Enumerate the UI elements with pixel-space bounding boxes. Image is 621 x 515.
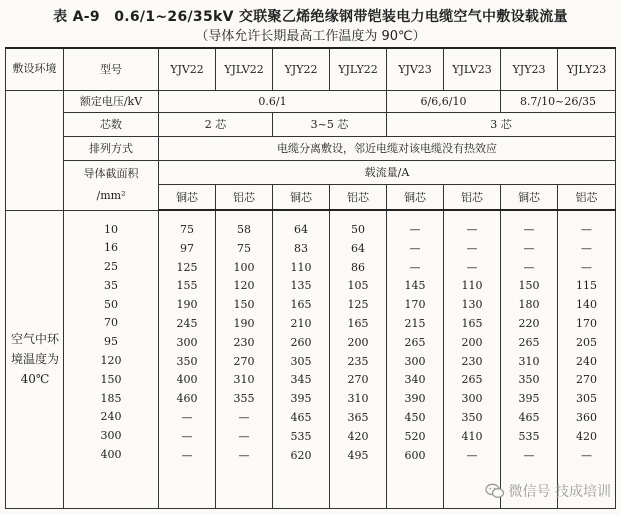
ampacity-value: 420	[347, 429, 369, 443]
material-cell: 铜芯	[387, 184, 444, 210]
ampacity-value: —	[581, 260, 592, 274]
voltage-cell: 6/6,6/10	[387, 90, 501, 112]
ampacity-value: 155	[176, 279, 198, 293]
ampacity-value: —	[523, 223, 535, 236]
ampacity-value: 75	[237, 241, 251, 255]
ampacity-value: 64	[351, 241, 365, 255]
ampacity-value: 350	[461, 410, 483, 424]
ampacity-value: 310	[347, 392, 369, 406]
empty-header-cell	[6, 90, 64, 210]
cores-cell: 3~5 芯	[273, 112, 387, 136]
model-cell: YJLY23	[558, 48, 616, 90]
ampacity-value: 265	[404, 335, 426, 349]
ampacity-value: 50	[351, 223, 365, 236]
ampacity-value: —	[523, 260, 535, 274]
ampacity-value: 145	[404, 279, 426, 293]
ampacity-value: —	[523, 448, 535, 462]
env-label-text: 空气中环境温度为 40℃	[10, 332, 59, 387]
ampacity-value: 270	[576, 373, 597, 387]
material-cell: 铝芯	[330, 184, 387, 210]
ampacity-value: 86	[351, 260, 365, 274]
ampacity-value: 125	[176, 260, 198, 274]
material-cell: 铜芯	[273, 184, 330, 210]
ampacity-value: 200	[347, 335, 369, 349]
ampacity-value: 410	[461, 429, 483, 443]
ampacity-value: 165	[461, 316, 483, 330]
ampacity-value: 150	[518, 279, 540, 293]
ampacity-value: 400	[176, 373, 198, 387]
ampacity-value: 58	[237, 223, 251, 236]
ampacity-value: 265	[518, 335, 540, 349]
data-column	[558, 210, 616, 509]
ampacity-value: 420	[576, 429, 597, 443]
ampacity-value: —	[409, 241, 421, 255]
ampacity-value: 64	[294, 223, 308, 236]
ampacity-value: —	[238, 429, 250, 443]
material-cell: 铝芯	[444, 184, 501, 210]
ampacity-value: 100	[233, 260, 255, 274]
ampacity-value: 465	[290, 410, 312, 424]
ampacity-value: 535	[518, 429, 540, 443]
ampacity-value: 390	[404, 392, 426, 406]
section-column	[64, 210, 159, 509]
ampacity-value: —	[238, 410, 250, 424]
ampacity-value: 305	[290, 354, 312, 368]
ampacity-value: —	[581, 223, 592, 236]
model-header: 型号	[64, 48, 159, 90]
arrangement-label: 排列方式	[64, 136, 159, 160]
ampacity-value: 300	[404, 354, 426, 368]
ampacity-value: 450	[404, 410, 426, 424]
cores-cell: 2 芯	[159, 112, 273, 136]
ampacity-value: 97	[180, 241, 194, 255]
ampacity-value: —	[181, 429, 193, 443]
ampacity-value: 260	[290, 335, 312, 349]
arrangement-cell: 电缆分离敷设，邻近电缆对该电缆没有热效应	[159, 136, 616, 160]
voltage-cell: 8.7/10~26/35	[501, 90, 616, 112]
section-value: 35	[104, 278, 118, 292]
ampacity-value: 300	[461, 392, 483, 406]
section-value: 300	[100, 429, 122, 443]
ampacity-value: 365	[347, 410, 369, 424]
ampacity-value: —	[466, 260, 478, 274]
section-value: 95	[104, 335, 118, 349]
ampacity-value: 495	[347, 448, 369, 462]
model-cell: YJLV23	[444, 48, 501, 90]
env-label	[6, 210, 64, 509]
material-cell: 铜芯	[501, 184, 558, 210]
ampacity-value: 245	[176, 316, 198, 330]
ampacity-value: 110	[290, 260, 312, 274]
ampacity-value: 270	[233, 354, 255, 368]
section-value: 120	[100, 354, 122, 368]
ampacity-value: 240	[576, 354, 597, 368]
section-value: 16	[104, 241, 118, 255]
cores-label: 芯数	[64, 112, 159, 136]
model-cell: YJLY22	[330, 48, 387, 90]
ampacity-value: —	[181, 448, 193, 462]
model-cell: YJV23	[387, 48, 444, 90]
ampacity-value: —	[409, 260, 421, 274]
ampacity-value: 355	[233, 392, 255, 406]
ampacity-value: —	[466, 241, 478, 255]
ampacity-value: 340	[404, 373, 426, 387]
ampacity-value: 220	[518, 316, 540, 330]
section-header	[64, 160, 159, 210]
ampacity-value: 215	[404, 316, 426, 330]
ampacity-value: 305	[576, 392, 597, 406]
ampacity-label: 载流量/A	[159, 160, 616, 184]
ampacity-value: 395	[290, 392, 312, 406]
section-value: 185	[100, 391, 122, 405]
data-column	[387, 210, 444, 509]
ampacity-value: 350	[176, 354, 198, 368]
ampacity-value: —	[409, 223, 421, 236]
ampacity-table	[5, 47, 616, 509]
ampacity-value: 200	[461, 335, 483, 349]
ampacity-value: 360	[576, 410, 597, 424]
ampacity-value: 535	[290, 429, 312, 443]
watermark-text: 微信号 技成培训	[508, 484, 611, 500]
cores-cell: 3 芯	[387, 112, 616, 136]
ampacity-value: 520	[404, 429, 426, 443]
voltage-cell: 0.6/1	[159, 90, 387, 112]
section-value: 400	[100, 448, 122, 462]
ampacity-value: 620	[290, 448, 312, 462]
ampacity-value: 345	[290, 373, 312, 387]
ampacity-value: 350	[518, 373, 540, 387]
section-value: 240	[100, 410, 122, 424]
ampacity-value: 235	[347, 354, 369, 368]
ampacity-value: 190	[233, 316, 255, 330]
material-cell: 铝芯	[558, 184, 616, 210]
table-subtitle: （导体允许长期最高工作温度为 90℃）	[195, 29, 426, 44]
ampacity-value: 205	[576, 335, 597, 349]
ampacity-value: 310	[518, 354, 540, 368]
table-title: 表 A-9 0.6/1~26/35kV 交联聚乙烯绝缘钢带铠装电力电缆空气中敷设载流量	[53, 9, 568, 25]
data-column	[159, 210, 216, 509]
ampacity-value: 395	[518, 392, 540, 406]
ampacity-value: 310	[233, 373, 255, 387]
material-cell: 铜芯	[159, 184, 216, 210]
ampacity-value: 210	[290, 316, 312, 330]
ampacity-value: 265	[461, 373, 483, 387]
model-cell: YJLV22	[216, 48, 273, 90]
ampacity-value: 120	[233, 279, 255, 293]
data-column	[501, 210, 558, 509]
ampacity-value: 270	[347, 373, 369, 387]
section-unit: /mm²	[96, 189, 126, 202]
data-column	[330, 210, 387, 509]
ampacity-value: 125	[347, 298, 369, 312]
voltage-label: 额定电压/kV	[64, 90, 159, 112]
ampacity-value: 75	[180, 223, 194, 236]
data-column	[444, 210, 501, 509]
ampacity-value: 180	[518, 298, 540, 312]
section-value: 10	[104, 222, 118, 236]
model-cell: YJY22	[273, 48, 330, 90]
model-cell: YJY23	[501, 48, 558, 90]
ampacity-value: 600	[404, 448, 426, 462]
ampacity-value: 83	[294, 241, 308, 255]
ampacity-value: —	[466, 223, 478, 236]
watermark	[485, 481, 611, 501]
ampacity-value: 230	[233, 335, 255, 349]
section-value: 70	[104, 316, 118, 330]
data-column	[273, 210, 330, 509]
ampacity-value: 115	[576, 279, 597, 293]
ampacity-value: 460	[176, 392, 198, 406]
material-cell: 铝芯	[216, 184, 273, 210]
ampacity-value: 165	[290, 298, 312, 312]
ampacity-value: 150	[233, 298, 255, 312]
ampacity-value: —	[181, 410, 193, 424]
ampacity-value: 105	[347, 279, 369, 293]
ampacity-value: 230	[461, 354, 483, 368]
ampacity-value: —	[523, 241, 535, 255]
ampacity-value: 465	[518, 410, 540, 424]
ampacity-value: 110	[461, 279, 483, 293]
ampacity-value: 165	[347, 316, 369, 330]
ampacity-value: —	[581, 241, 592, 255]
ampacity-value: 300	[176, 335, 198, 349]
ampacity-value: —	[466, 448, 478, 462]
ampacity-value: 170	[576, 316, 597, 330]
ampacity-value: 135	[290, 279, 312, 293]
data-column	[216, 210, 273, 509]
laying-env-header: 敷设环境	[6, 48, 64, 90]
section-value: 50	[104, 297, 118, 311]
ampacity-value: 190	[176, 298, 198, 312]
section-label: 导体截面积	[83, 167, 139, 180]
ampacity-value: 140	[576, 298, 597, 312]
section-value: 25	[104, 260, 118, 274]
ampacity-value: —	[238, 448, 250, 462]
ampacity-value: 170	[404, 298, 426, 312]
ampacity-value: 130	[461, 298, 483, 312]
ampacity-value: —	[581, 448, 592, 462]
section-value: 150	[100, 372, 122, 386]
model-cell: YJV22	[159, 48, 216, 90]
wechat-icon	[485, 483, 505, 499]
